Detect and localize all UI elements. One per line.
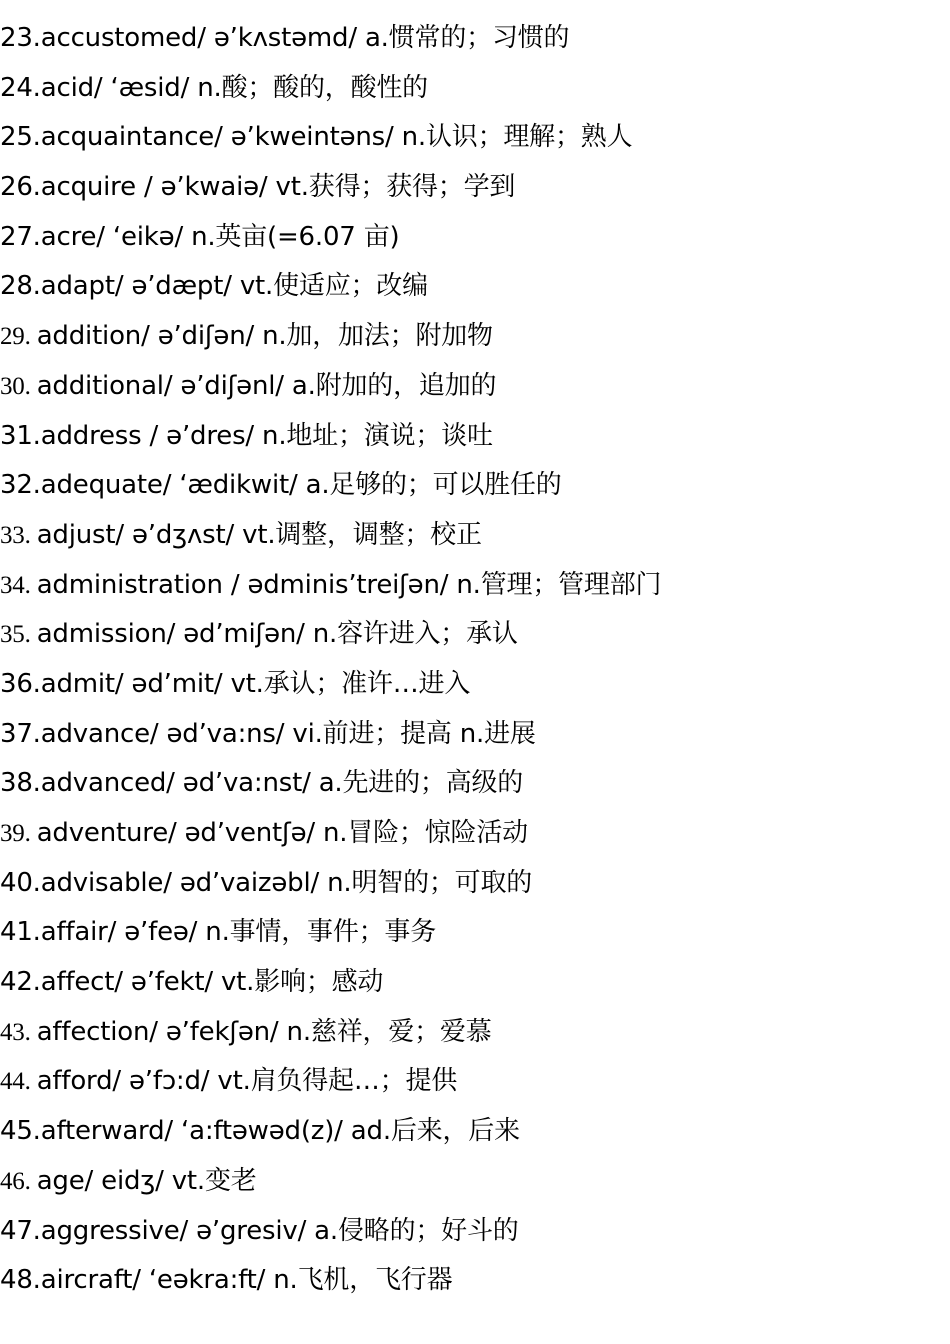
entry-number: 46. (0, 1167, 37, 1195)
vocab-entry (0, 908, 950, 958)
vocab-entry (0, 412, 950, 462)
entry-text: address / ə’dres/ n.地址；演说；谈吐 (40, 420, 493, 451)
entry-number: 24. (0, 72, 41, 103)
entry-number: 48. (0, 1265, 41, 1296)
entry-number: 27. (0, 221, 41, 252)
entry-text: affection/ ə’fekʃən/ n.慈祥，爱；爱慕 (36, 1016, 492, 1047)
vocab-entry (0, 1008, 950, 1058)
vocab-entry (0, 113, 950, 163)
vocab-entry (0, 511, 950, 561)
vocab-entry (0, 660, 950, 710)
entry-text: age/ eidʒ/ vt.变老 (36, 1165, 257, 1196)
entry-text: afterward/ ‘a:ftəwəd(z)/ ad.后来，后来 (40, 1116, 520, 1147)
vocab-entry (0, 1256, 950, 1306)
vocab-entry (0, 1057, 950, 1107)
vocab-entry (0, 710, 950, 760)
entry-text: acid/ ‘æsid/ n.酸；酸的，酸性的 (40, 72, 428, 103)
entry-number: 33. (0, 521, 37, 549)
entry-number: 26. (0, 172, 41, 203)
entry-text: aggressive/ ə’gresiv/ a.侵略的；好斗的 (40, 1215, 519, 1246)
entry-text: adventure/ əd’ventʃə/ n.冒险；惊险活动 (36, 818, 528, 848)
entry-number: 40. (0, 867, 41, 898)
vocab-entry (0, 958, 950, 1008)
entry-number: 36. (0, 668, 41, 699)
vocab-entry (0, 859, 950, 909)
entry-text: administration / ədminis’treiʃən/ n.管理；管理部门 (36, 569, 662, 600)
entry-text: admission/ əd’miʃən/ n.容许进入；承认 (36, 619, 518, 650)
vocabulary-list (0, 14, 950, 1306)
entry-number: 37. (0, 718, 41, 749)
entry-number: 32. (0, 470, 41, 501)
entry-number: 31. (0, 420, 41, 451)
entry-number: 45. (0, 1116, 41, 1147)
entry-number: 38. (0, 768, 41, 799)
entry-number: 43. (0, 1018, 37, 1046)
entry-text: accustomed/ ə’kʌstəmd/ a.惯常的；习惯的 (40, 23, 570, 53)
entry-text: advance/ əd’va:ns/ vi.前进；提高 n.进展 (40, 718, 536, 749)
vocab-entry (0, 461, 950, 511)
entry-text: acquire / ə’kwaiə/ vt.获得；获得；学到 (40, 172, 516, 203)
entry-text: adequate/ ‘ædikwit/ a.足够的；可以胜任的 (40, 470, 562, 501)
vocab-entry (0, 14, 950, 64)
vocab-entry (0, 1157, 950, 1207)
entry-number: 39. (0, 820, 37, 847)
entry-number: 25. (0, 122, 41, 153)
vocab-entry (0, 1107, 950, 1157)
entry-text: adapt/ ə’dæpt/ vt.使适应；改编 (40, 271, 428, 302)
entry-number: 28. (0, 271, 41, 302)
entry-text: acquaintance/ ə’kweintəns/ n.认识；理解；熟人 (40, 122, 633, 153)
vocab-entry (0, 362, 950, 412)
vocab-entry (0, 759, 950, 809)
entry-text: aircraft/ ‘eəkra:ft/ n.飞机，飞行器 (40, 1265, 453, 1296)
entry-text: advanced/ əd’va:nst/ a.先进的；高级的 (40, 768, 524, 799)
entry-number: 44. (0, 1068, 37, 1096)
entry-text: additional/ ə’diʃənl/ a.附加的，追加的 (36, 370, 497, 401)
entry-number: 42. (0, 967, 41, 998)
vocab-entry (0, 610, 950, 660)
entry-number: 23. (0, 23, 41, 53)
vocab-entry (0, 64, 950, 114)
entry-text: acre/ ‘eikə/ n.英亩(=6.07 亩) (40, 221, 400, 252)
entry-number: 29. (0, 323, 37, 351)
entry-number: 47. (0, 1215, 41, 1246)
vocab-entry (0, 163, 950, 213)
vocab-entry (0, 561, 950, 611)
entry-text: affect/ ə’fekt/ vt.影响；感动 (40, 967, 384, 998)
entry-number: 34. (0, 571, 37, 599)
entry-text: adjust/ ə’dʒʌst/ vt.调整，调整；校正 (36, 519, 482, 550)
entry-text: afford/ ə’fɔ:d/ vt.肩负得起…；提供 (36, 1066, 458, 1097)
entry-number: 35. (0, 621, 37, 649)
entry-text: addition/ ə’diʃən/ n.加，加法；附加物 (36, 321, 493, 352)
entry-number: 30. (0, 372, 37, 400)
vocab-entry (0, 809, 950, 859)
entry-number: 41. (0, 917, 41, 948)
vocab-entry (0, 262, 950, 312)
vocab-entry (0, 1207, 950, 1257)
entry-text: affair/ ə’feə/ n.事情，事件；事务 (40, 917, 437, 948)
vocab-entry (0, 312, 950, 362)
entry-text: advisable/ əd’vaizəbl/ n.明智的；可取的 (40, 867, 533, 898)
vocab-entry (0, 213, 950, 263)
entry-text: admit/ əd’mit/ vt.承认；准许…进入 (40, 668, 471, 699)
